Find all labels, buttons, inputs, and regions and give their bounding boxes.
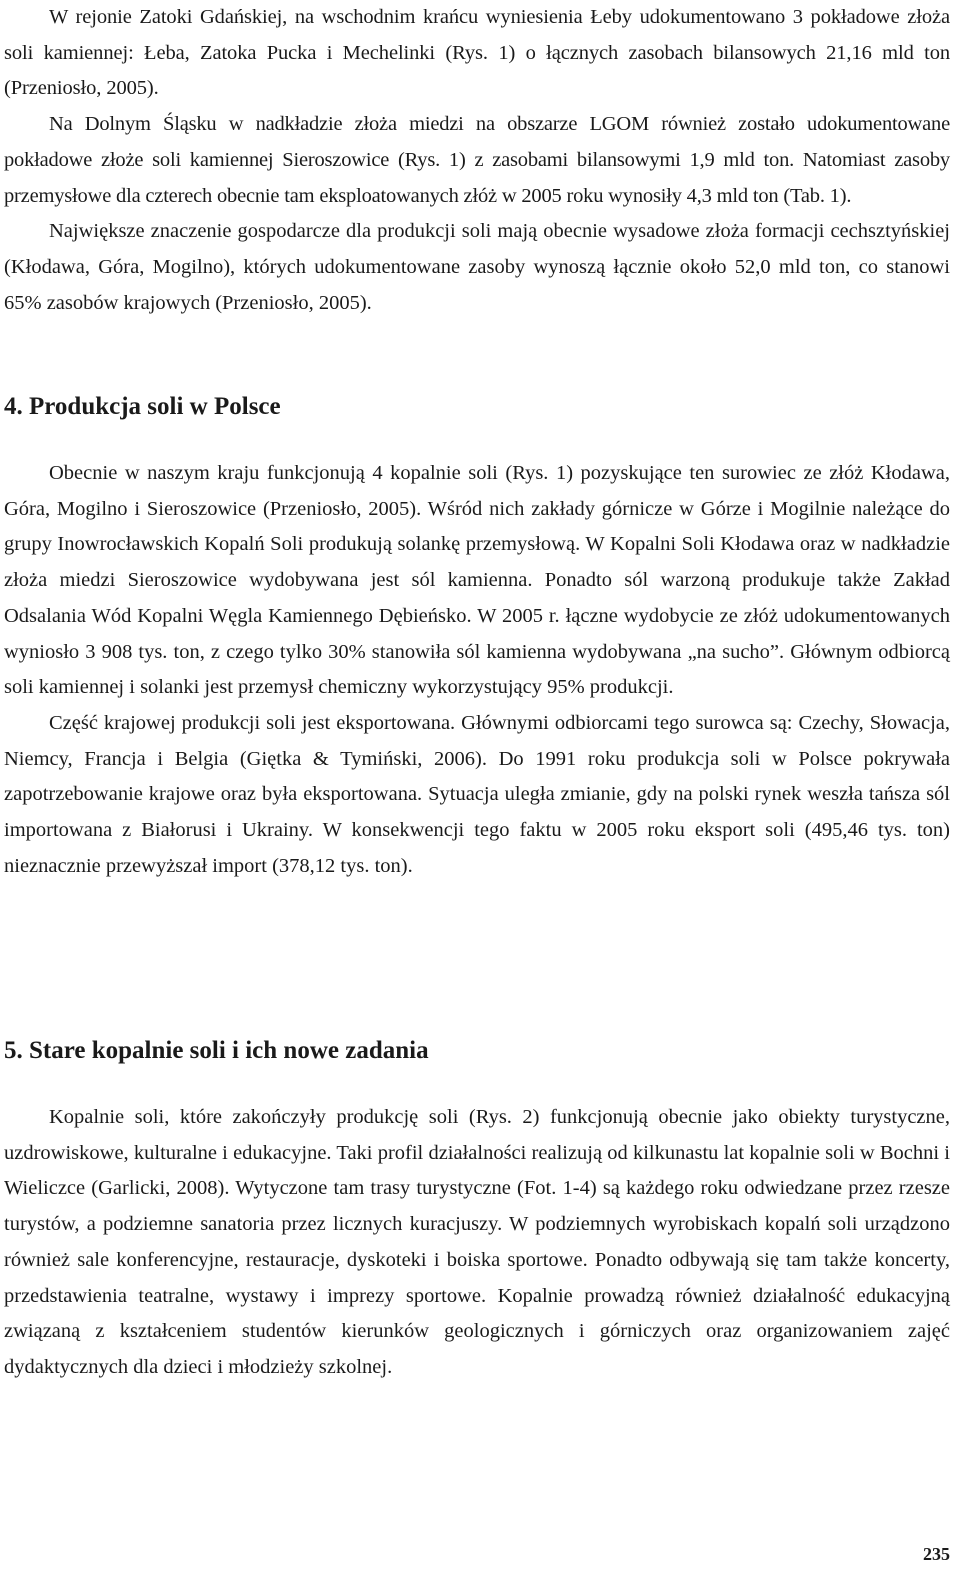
section-4-body bbox=[4, 456, 950, 884]
paragraph-dolny-slask: Na Dolnym Śląsku w nadkładzie złoża miedzi na obszarze LGOM również zostało udokumentowane pokładowe złoże soli kamiennej Sieroszowice (Rys. 1) z zasobami bilansowymi 1,9 mld ton. Natomiast zasoby przemysłowe dla czterech obecnie tam eksploatowanych złóż w 2005 roku wynosiły 4,3 mld ton (Tab. 1). bbox=[4, 113, 950, 207]
paragraph-zatoka-gdanska: W rejonie Zatoki Gdańskiej, na wschodnim krańcu wyniesienia Łeby udokumentowano 3 pokładowe złoża soli kamiennej: Łeba, Zatoka Pucka i Mechelinki (Rys. 1) o łącznych zasobach bilansowych 21,16 mld ton (Przeniosło, 2005). bbox=[4, 6, 950, 100]
paragraph-wysadowe-zloza: Największe znaczenie gospodarcze dla produkcji soli mają obecnie wysadowe złoża formacji cechsztyńskiej (Kłodawa, Góra, Mogilno), których udokumentowane zasoby wynoszą łącznie około 52,0 mld ton, co stanowi 65% zasobów krajowych (Przeniosło, 2005). bbox=[4, 220, 950, 314]
paragraph-eksport: Część krajowej produkcji soli jest eksportowana. Głównymi odbiorcami tego surowca są: Czechy, Słowacja, Niemcy, Francja i Belgia (Giętka & Tymiński, 2006). Do 1991 roku produkcja soli w Polsce pokrywała zapotrzebowanie krajowe oraz była eksportowana. Sytuacja uległa zmianie, gdy na polski rynek weszła tańsza sól importowana z Białorusi i Ukrainy. W konsekwencji tego faktu w 2005 roku eksport soli (495,46 tys. ton) nieznacznie przewyższał import (378,12 tys. ton). bbox=[4, 711, 950, 877]
paragraph-kopalnie-soli: Obecnie w naszym kraju funkcjonują 4 kopalnie soli (Rys. 1) pozyskujące ten surowiec ze złóż Kłodawa, Góra, Mogilno i Sieroszowice (Przeniosło, 2005). Wśród nich zakłady górnicze w Górze i Mogilnie należące do grupy Inowrocławskich Kopalń Soli produkują solankę przemysłową. W Kopalni Soli Kłodawa oraz w nadkładzie złoża miedzi Sieroszowice wydobywana jest sól kamienna. Ponadto sól warzoną produkuje także Zakład Odsalania Wód Kopalni Węgla Kamiennego Dębieńsko. W 2005 r. łączne wydobycie ze złóż udokumentowanych wyniosło 3 908 tys. ton, z czego tylko 30% stanowiła sól kamienna wydobywana „na sucho”. Głównym odbiorcą soli kamiennej i solanki jest przemysł chemiczny wykorzystujący 95% produkcji. bbox=[4, 462, 950, 699]
section-5-heading: 5. Stare kopalnie soli i ich nowe zadania bbox=[4, 1037, 429, 1064]
page-number: 235 bbox=[923, 1544, 950, 1564]
section-4-heading: 4. Produkcja soli w Polsce bbox=[4, 393, 281, 420]
paragraph-stare-kopalnie: Kopalnie soli, które zakończyły produkcję soli (Rys. 2) funkcjonują obecnie jako obiekty turystyczne, uzdrowiskowe, kulturalne i edukacyjne. Taki profil działalności realizują od kilkunastu lat kopalnie soli w Bochni i Wieliczce (Garlicki, 2008). Wytyczone tam trasy turystyczne (Fot. 1-4) są każdego roku odwiedzane przez rzesze turystów, a podziemne sanatoria przez licznych kuracjuszy. W podziemnych wyrobiskach kopalń soli urządzono również sale konferencyjne, restauracje, dyskoteki i boiska sportowe. Ponadto odbywają się tam także koncerty, przedstawienia teatralne, wystawy i imprezy sportowe. Kopalnie prowadzą również działalność edukacyjną związaną z kształceniem studentów kierunków geologicznych i górniczych oraz organizowaniem zajęć dydaktycznych dla dzieci i młodzieży szkolnej. bbox=[4, 1106, 950, 1378]
section-5-body bbox=[4, 1100, 950, 1386]
previous-section-body bbox=[4, 0, 950, 321]
